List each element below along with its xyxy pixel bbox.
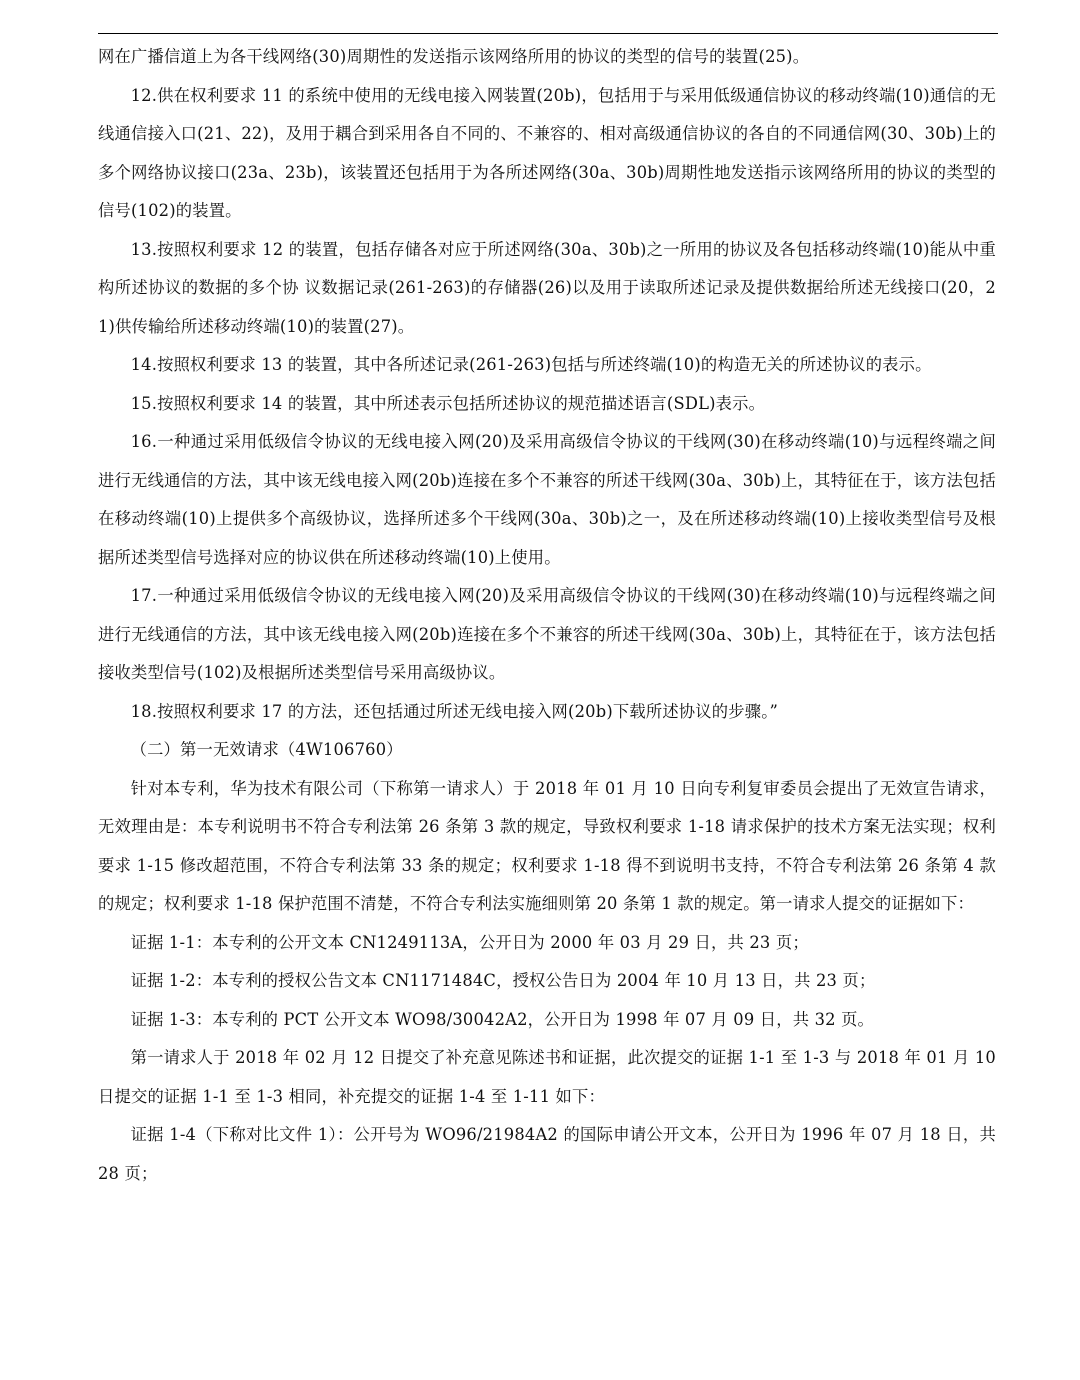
evidence-1-3: 证据 1-3：本专利的 PCT 公开文本 WO98/30042A2，公开日为 1998 年 07 月 09 日，共 32 页。 xyxy=(130,1009,875,1029)
paragraph-claim-11-continued: 网在广播信道上为各干线网络(30)周期性的发送指示该网络所用的协议的类型的信号的装置(25)。 xyxy=(98,47,810,66)
evidence-1-2: 证据 1-2：本专利的授权公告文本 CN1171484C，授权公告日为 2004 年 10 月 13 日，共 23 页； xyxy=(130,971,876,990)
evidence-1-1: 证据 1-1：本专利的公开文本 CN1249113A，公开日为 2000 年 03 月 29 日，共 23 页； xyxy=(130,932,809,952)
paragraph-request-summary: 针对本专利，华为技术有限公司（下称第一请求人）于 2018 年 01 月 10 日向专利复审委员会提出了无效宣告请求，无效理由是：本专利说明书不符合专利法第 26 条第 3 款的规定，导致权利要求 1-18 请求保护的技术方案无法实现；权利要求 1-15 修改超范围，不符合专利法第 33 条的规定；权利要求 1-18 得不到说明书支持，不符合专利法第 26 条第 4 款的规定；权利要求 1-18 保护范围不清楚，不符合专利法实施细则第 20 条第 1 款的规定。第一请求人提交的证据如下： xyxy=(98,778,996,913)
evidence-1-4: 证据 1-4（下称对比文件 1）：公开号为 WO96/21984A2 的国际申请公开文本，公开日为 1996 年 07 月 18 日，共 28 页； xyxy=(98,1125,996,1183)
paragraph-supplement: 第一请求人于 2018 年 02 月 12 日提交了补充意见陈述书和证据，此次提交的证据 1-1 至 1-3 与 2018 年 01 月 10 日提交的证据 1-1 至 1-3 相同，补充提交的证据 1-4 至 1-11 如下： xyxy=(98,1048,996,1106)
paragraph-claim-14: 14.按照权利要求 13 的装置，其中各所述记录(261-263)包括与所述终端(10)的构造无关的所述协议的表示。 xyxy=(130,355,932,374)
paragraph-claim-18: 18.按照权利要求 17 的方法，还包括通过所述无线电接入网(20b)下载所述协议的步骤。” xyxy=(130,701,779,721)
paragraph-claim-13: 13.按照权利要求 12 的装置，包括存储各对应于所述网络(30a、30b)之一所用的协议及各包括移动终端(10)能从中重构所述协议的数据的多个协 议数据记录(261-263)的存储器(26)以及用于读取所述记录及提供数据给所述无线接口(20，21)供传输给所述移动终端(10)的装置(27)。 xyxy=(98,239,996,336)
header-rule xyxy=(98,33,998,34)
section-heading: （二）第一无效请求（4W106760） xyxy=(130,740,403,759)
paragraph-claim-12: 12.供在权利要求 11 的系统中使用的无线电接入网装置(20b)，包括用于与采用低级通信协议的移动终端(10)通信的无线通信接入口(21、22)，及用于耦合到采用各自不同的、不兼容的、相对高级通信协议的各自的不同通信网(30、30b)上的多个网络协议接口(23a、23b)，该装置还包括用于为各所述网络(30a、30b)周期性地发送指示该网络所用的协议的类型的信号(102)的装置。 xyxy=(98,85,996,220)
paragraph-claim-16: 16.一种通过采用低级信令协议的无线电接入网(20)及采用高级信令协议的干线网(30)在移动终端(10)与远程终端之间进行无线通信的方法，其中该无线电接入网(20b)连接在多个不兼容的所述干线网(30a、30b)上，其特征在于，该方法包括在移动终端(10)上提供多个高级协议，选择所述多个干线网(30a、30b)之一，及在所述移动终端(10)上接收类型信号及根据所述类型信号选择对应的协议供在所述移动终端(10)上使用。 xyxy=(98,432,996,567)
paragraph-claim-17: 17.一种通过采用低级信令协议的无线电接入网(20)及采用高级信令协议的干线网(30)在移动终端(10)与远程终端之间进行无线通信的方法，其中该无线电接入网(20b)连接在多个不兼容的所述干线网(30a、30b)上，其特征在于，该方法包括接收类型信号(102)及根据所述类型信号采用高级协议。 xyxy=(98,586,996,682)
document-body xyxy=(98,38,996,1193)
paragraph-claim-15: 15.按照权利要求 14 的装置，其中所述表示包括所述协议的规范描述语言(SDL)表示。 xyxy=(130,393,766,413)
